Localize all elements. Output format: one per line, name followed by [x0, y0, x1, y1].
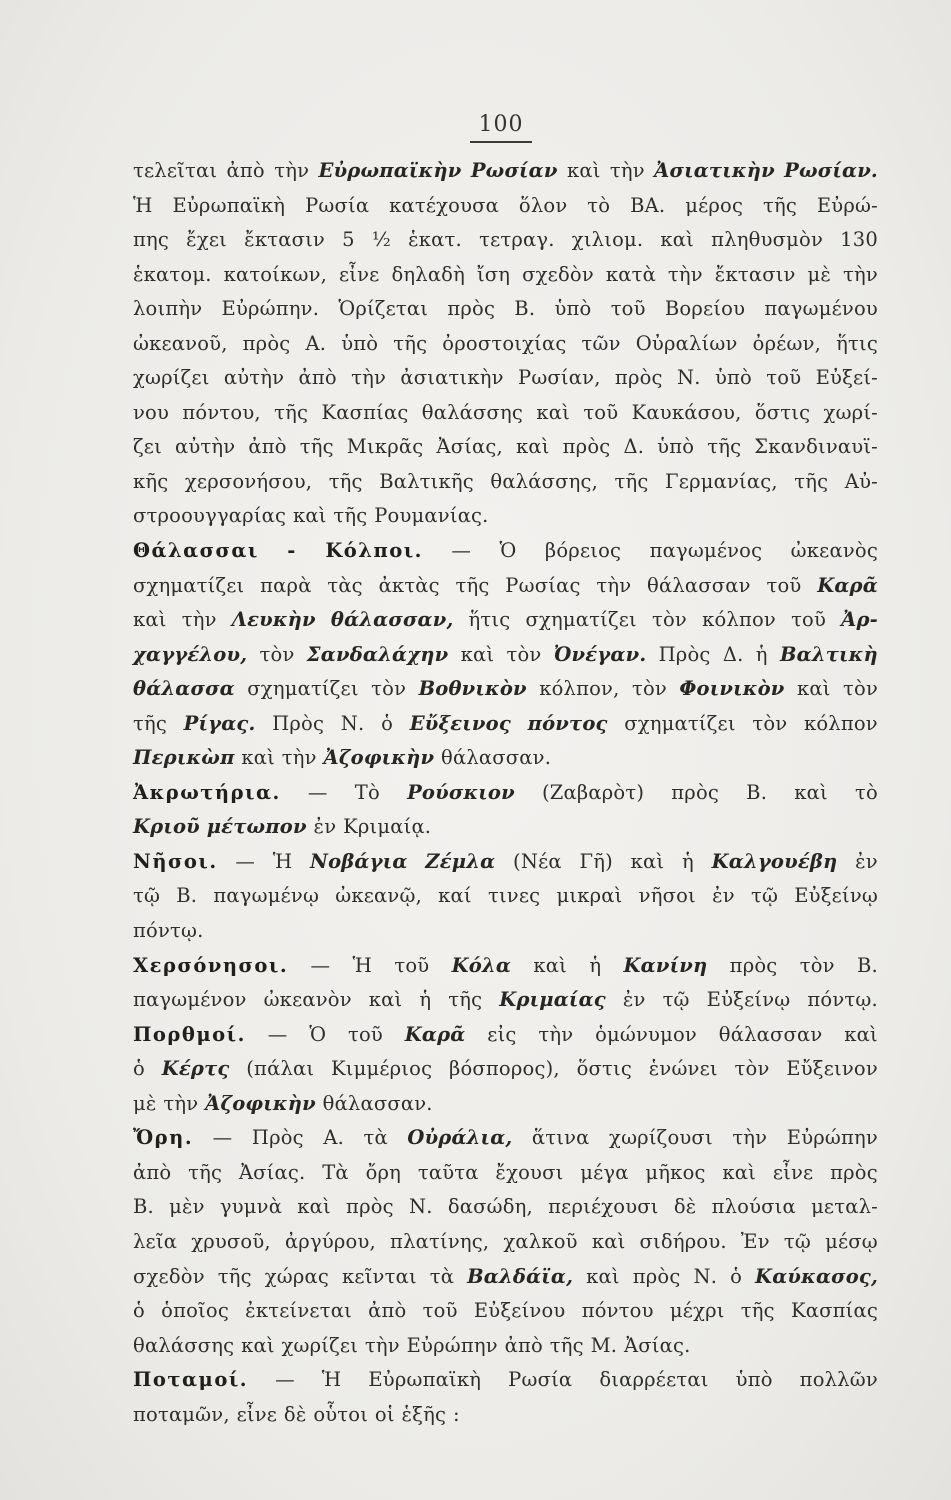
text-line: ζει αὐτὴν ἀπὸ τῆς Μικρᾶς Ἀσίας, καὶ πρὸς Δ. ὑπὸ τῆς Σκανδιναυϊ-	[133, 435, 878, 459]
text-line: Ἀκρωτήρια. — Τὸ Ρούσκιον (Ζαβαρὸτ) πρὸς Β. καὶ τὸ	[133, 780, 878, 804]
text-line: Ὄρη. — Πρὸς Α. τὰ Οὐράλια, ἅτινα χωρίζουσι τὴν Εὐρώπην	[133, 1126, 878, 1150]
text-line: Β. μὲν γυμνὰ καὶ πρὸς Ν. δασώδη, περιέχουσι δὲ πλούσια μεταλ-	[133, 1195, 878, 1219]
text-line: σχηματίζει παρὰ τὰς ἀκτὰς τῆς Ρωσίας τὴν θάλασσαν τοῦ Καρᾶ	[133, 573, 878, 597]
text-line: πόντῳ.	[133, 919, 204, 943]
text-line: λεῖα χρυσοῦ, ἀργύρου, πλατίνης, χαλκοῦ καὶ σιδήρου. Ἐν τῷ μέσῳ	[133, 1229, 878, 1253]
text-line: ἀπὸ τῆς Ἀσίας. Τὰ ὄρη ταῦτα ἔχουσι μέγα μῆκος καὶ εἶνε πρὸς	[133, 1160, 878, 1184]
text-line: Ἡ Εὐρωπαϊκὴ Ρωσία κατέχουσα ὅλον τὸ ΒΑ. μέρος τῆς Εὐρώ-	[133, 193, 878, 217]
page-number-rule	[470, 141, 532, 143]
text-line: ὠκεανοῦ, πρὸς Α. ὑπὸ τῆς ὀροστοιχίας τῶν Οὐραλίων ὀρέων, ἥτις	[133, 331, 878, 355]
text-line: χαγγέλου, τὸν Σανδαλάχην καὶ τὸν Ὀνέγαν. Πρὸς Δ. ἡ Βαλτικὴ	[133, 642, 878, 666]
text-line: Κριοῦ μέτωπον ἐν Κριμαίᾳ.	[133, 815, 432, 839]
text-line: στροουγγαρίας καὶ τῆς Ρουμανίας.	[133, 504, 489, 528]
page-number-header	[470, 112, 532, 143]
text-line: ὁ ὁποῖος ἐκτείνεται ἀπὸ τοῦ Εὐξείνου πόντου μέχρι τῆς Κασπίας	[133, 1299, 878, 1323]
text-line: τῷ Β. παγωμένῳ ὠκεανῷ, καί τινες μικραὶ νῆσοι ἐν τῷ Εὐξείνῳ	[133, 884, 878, 908]
text-line: θάλασσα σχηματίζει τὸν Βοθνικὸν κόλπον, τὸν Φοινικὸν καὶ τὸν	[133, 677, 878, 701]
text-line: νου πόντου, τῆς Κασπίας θαλάσσης καὶ τοῦ Καυκάσου, ὅστις χωρί-	[133, 400, 878, 424]
text-line: καὶ τὴν Λευκὴν θάλασσαν, ἥτις σχηματίζει τὸν κόλπον τοῦ Ἀρ-	[133, 608, 878, 632]
text-line: πης ἔχει ἔκτασιν 5 ½ ἑκατ. τετραγ. χιλιομ. καὶ πληθυσμὸν 130	[133, 228, 878, 252]
text-line: τῆς Ρίγας. Πρὸς Ν. ὁ Εὔξεινος πόντος σχηματίζει τὸν κόλπον	[133, 711, 878, 735]
text-line: τελεῖται ἀπὸ τὴν Εὐρωπαϊκὴν Ρωσίαν καὶ τὴν Ἀσιατικὴν Ρωσίαν.	[133, 159, 878, 182]
text-line: κῆς χερσονήσου, τῆς Βαλτικῆς θαλάσσης, τῆς Γερμανίας, τῆς Αὐ-	[133, 469, 878, 493]
text-line: Ποταμοί. — Ἡ Εὐρωπαϊκὴ Ρωσία διαρρέεται ὑπὸ πολλῶν	[133, 1368, 878, 1392]
text-line: ὁ Κέρτς (πάλαι Κιμμέριος βόσπορος), ὅστις ἑνώνει τὸν Εὔξεινον	[133, 1057, 878, 1081]
text-line: λοιπὴν Εὐρώπην. Ὁρίζεται πρὸς Β. ὑπὸ τοῦ Βορείου παγωμένου	[133, 297, 878, 321]
text-line: μὲ τὴν Ἀζοφικὴν θάλασσαν.	[133, 1091, 433, 1115]
text-line: χωρίζει αὐτὴν ἀπὸ τὴν ἀσιατικὴν Ρωσίαν, πρὸς Ν. ὑπὸ τοῦ Εὐξεί-	[133, 366, 878, 390]
text-line: Θάλασσαι - Κόλποι. — Ὁ βόρειος παγωμένος ὠκεανὸς	[133, 539, 878, 563]
text-line: Πορθμοί. — Ὁ τοῦ Καρᾶ εἰς τὴν ὁμώνυμον θάλασσαν καὶ	[133, 1022, 878, 1046]
text-line: ποταμῶν, εἶνε δὲ οὗτοι οἱ ἑξῆς :	[133, 1402, 460, 1426]
text-line: ἑκατομ. κατοίκων, εἶνε δηλαδὴ ἴση σχεδὸν κατὰ τὴν ἔκτασιν μὲ τὴν	[133, 262, 878, 286]
body-text	[133, 154, 878, 1432]
text-line: θαλάσσης καὶ χωρίζει τὴν Εὐρώπην ἀπὸ τῆς Μ. Ἀσίας.	[133, 1333, 691, 1357]
text-line: Νῆσοι. — Ἡ Νοβάγια Ζέμλα (Νέα Γῆ) καὶ ἡ Καλγουέβη ἐν	[133, 849, 878, 873]
text-line: παγωμένον ὠκεανὸν καὶ ἡ τῆς Κριμαίας ἐν τῷ Εὐξείνῳ πόντῳ.	[133, 988, 878, 1012]
page-number: 100	[478, 112, 524, 137]
text-line: σχεδὸν τῆς χώρας κεῖνται τὰ Βαλδάϊα, καὶ πρὸς Ν. ὁ Καύκασος,	[133, 1264, 878, 1288]
text-line: Χερσόνησοι. — Ἡ τοῦ Κόλα καὶ ἡ Κανίνη πρὸς τὸν Β.	[133, 953, 878, 977]
text-line: Περικὼπ καὶ τὴν Ἀζοφικὴν θάλασσαν.	[133, 746, 552, 770]
